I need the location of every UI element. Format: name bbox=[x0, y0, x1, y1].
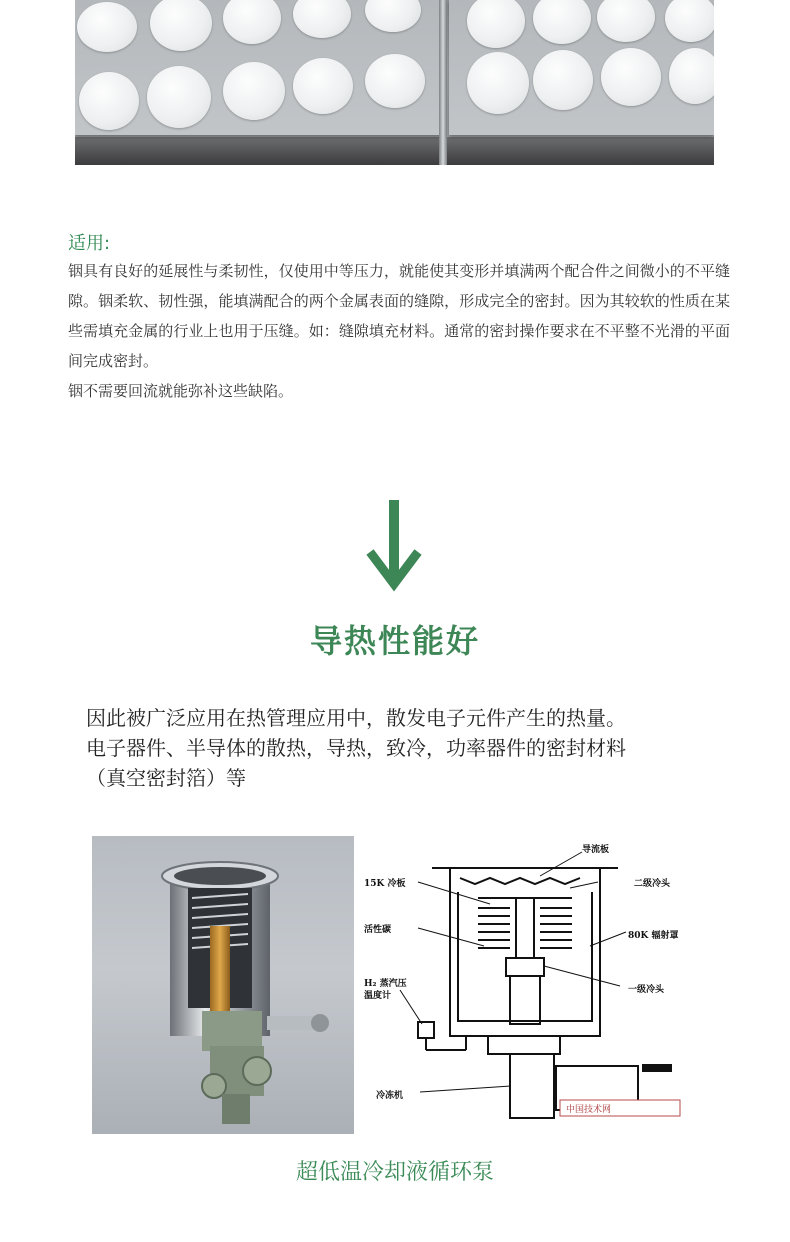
desc-line-2: 电子器件、半导体的散热，导热，致冷，功率器件的密封材料 bbox=[86, 736, 626, 760]
arrow-down-icon bbox=[364, 500, 424, 592]
label-15k-cold-plate: 15K 冷板 bbox=[364, 879, 406, 889]
apply-title: 适用: bbox=[68, 233, 111, 254]
desc-line-1: 因此被广泛应用在热管理应用中，散发电子元件产生的热量。 bbox=[86, 706, 626, 730]
label-stage-1: 一级冷头 bbox=[628, 985, 665, 995]
label-stage-2: 二级冷头 bbox=[634, 879, 671, 889]
indium-discs-photo bbox=[75, 0, 714, 165]
section-heading: 导热性能好 bbox=[309, 622, 480, 660]
label-h2-thermometer-1: H₂ 蒸汽压 bbox=[364, 979, 407, 989]
label-80k-shield: 80K 辐射罩 bbox=[628, 931, 679, 941]
apply-paragraph-2: 铟不需要回流就能弥补这些缺陷。 bbox=[68, 382, 294, 400]
label-cryocooler: 冷冻机 bbox=[376, 1091, 404, 1101]
cryopump-photo bbox=[92, 836, 354, 1134]
section-description bbox=[86, 703, 736, 793]
label-baffle: 导流板 bbox=[582, 845, 610, 855]
apply-body bbox=[68, 256, 730, 406]
cryopump-diagram bbox=[360, 836, 706, 1134]
image-caption: 超低温冷却液循环泵 bbox=[295, 1160, 494, 1185]
diagram-watermark: 中国技术网 bbox=[566, 1105, 612, 1115]
label-h2-thermometer-2: 温度计 bbox=[364, 991, 392, 1001]
label-activated-charcoal: 活性碳 bbox=[364, 925, 392, 935]
desc-line-3: （真空密封箔）等 bbox=[86, 766, 246, 790]
apply-paragraph-1: 铟具有良好的延展性与柔韧性，仅使用中等压力，就能使其变形并填满两个配合件之间微小的不平缝隙。铟柔软、韧性强，能填满配合的两个金属表面的缝隙，形成完全的密封。因为其较软的性质在某些需填充金属的行业上也用于压缝。如：缝隙填充材料。通常的密封操作要求在不平整不光滑的平面间完成密封。 bbox=[68, 262, 730, 370]
